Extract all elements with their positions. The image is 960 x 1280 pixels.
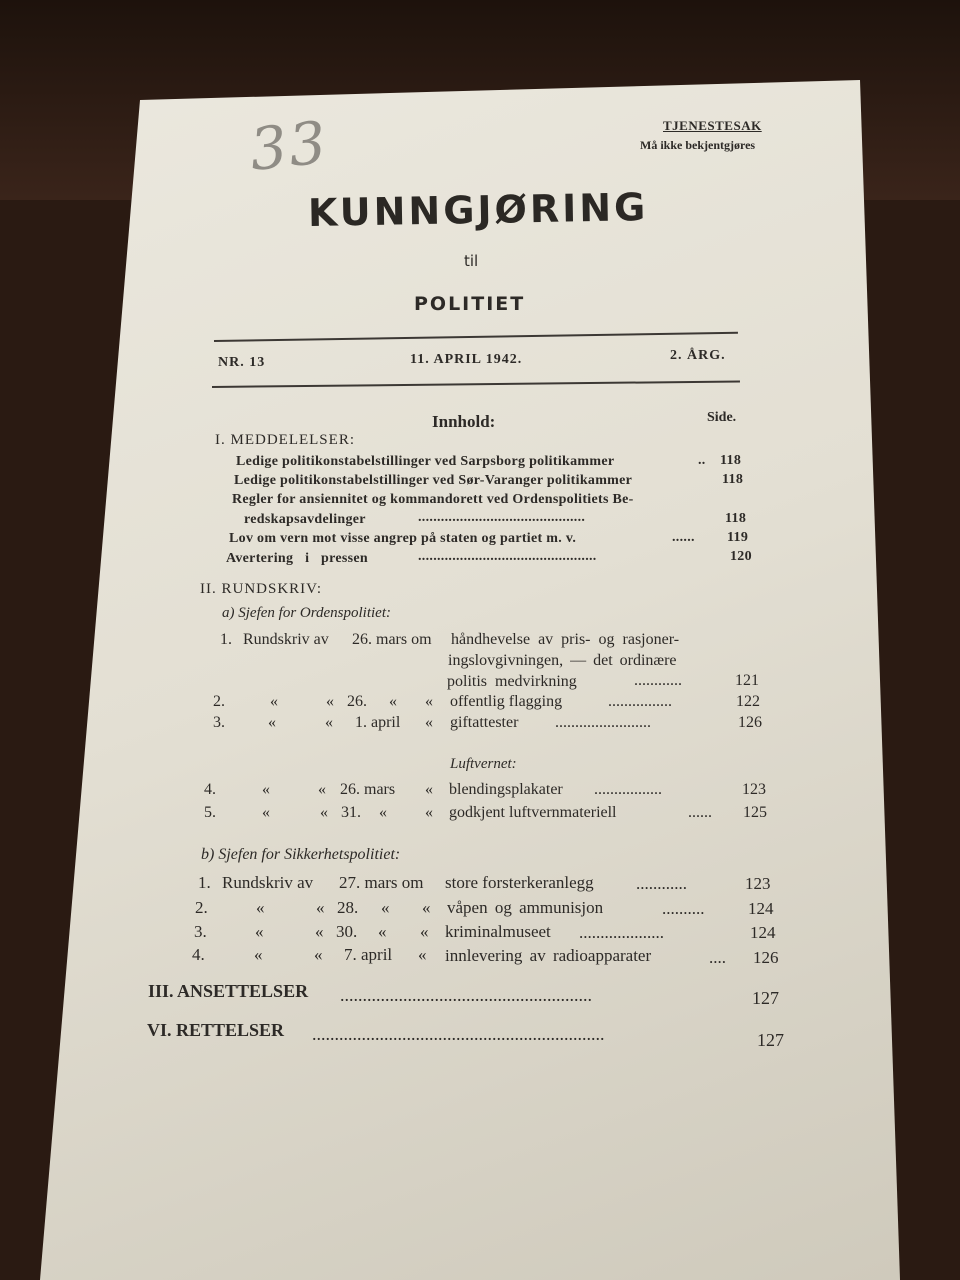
toc-entry-page: 126 [753,948,779,967]
circular-date: 30. [336,922,358,941]
header-rule-top [214,332,738,342]
ditto-mark: « [318,781,326,798]
toc-entry-dots: ...... [672,530,695,545]
circular-number: 3. [213,714,225,731]
document-title: KUNNGJØRING [307,185,649,235]
toc-entry-page: 118 [725,511,747,526]
page-column-label: Side. [707,410,737,425]
title-connector: til [464,252,479,270]
toc-entry-text: Regler for ansiennitet og kommandorett ved Ordenspolitiets Be- [232,492,634,507]
toc-entry-page: 118 [722,472,744,487]
toc-heading: Innhold: [432,412,496,431]
toc-entry-dots: ................ [608,693,672,710]
toc-entry-dots: ............ [636,874,687,893]
issue-year: 2. ÅRG. [670,348,726,363]
toc-entry-dots: .................... [579,923,664,942]
circular-subject: offentlig flagging [450,693,563,710]
ditto-mark: « [256,898,265,917]
ditto-mark: « [314,945,323,964]
ditto-mark: « [254,945,263,964]
circular-subject: godkjent luftvernmateriell [449,804,617,821]
circular-date: 1. april [355,714,401,731]
circular-number: 5. [204,804,216,821]
circular-number: 1. [220,631,232,648]
toc-entry-page: 127 [752,988,779,1008]
ditto-mark: « [315,922,324,941]
ditto-mark: « [325,714,333,731]
circular-subject: giftattester [450,714,519,731]
circular-number: 1. [198,873,211,892]
circular-number: 2. [213,693,225,710]
toc-entry-page: 118 [720,453,742,468]
circular-date: 31. [341,804,361,821]
circular-date: 28. [337,898,359,917]
toc-entry-dots: ...... [688,804,712,821]
toc-entry-dots: .. [698,453,706,468]
section-rettelser: VI. RETTELSER [147,1020,285,1040]
issue-date: 11. APRIL 1942. [410,352,523,367]
circular-date: 26. mars om [352,631,432,648]
ditto-mark: « [418,945,427,964]
circular-date: 7. april [344,945,393,964]
ditto-mark: « [425,781,433,798]
circular-number: 4. [192,945,205,964]
toc-entry-text: Avertering i pressen [226,551,369,566]
ditto-mark: « [381,898,390,917]
toc-entry-dots: ............................................... [418,549,597,564]
toc-entry-dots: ........................................................ [340,985,592,1005]
toc-entry-page: 124 [750,923,776,942]
toc-entry-dots: ........................ [555,714,651,731]
toc-entry-dots: ................. [594,781,662,798]
toc-entry-page: 119 [727,530,749,545]
circular-kind: Rundskriv av [243,631,329,648]
subsection-sikkerhetspolitiet: b) Sjefen for Sikkerhetspolitiet: [201,846,401,863]
circular-date: 26. [347,693,367,710]
toc-entry-page: 125 [743,804,767,821]
circular-subject: kriminalmuseet [445,922,551,941]
circular-date: 26. mars [340,781,396,798]
ditto-mark: « [425,693,433,710]
ditto-mark: « [268,714,276,731]
circular-number: 2. [195,898,208,917]
toc-entry-dots: ................................................................. [312,1024,605,1044]
subsection-ordenspolitiet: a) Sjefen for Ordenspolitiet: [222,605,391,621]
ditto-mark: « [255,922,264,941]
circular-kind: Rundskriv av [222,873,314,892]
classification-title: TJENESTESAK [663,118,762,133]
ditto-mark: « [320,804,328,821]
ditto-mark: « [389,693,397,710]
subsection-luftvernet: Luftvernet: [450,756,517,772]
toc-entry-page: 124 [748,899,774,918]
section-rundskriv: II. RUNDSKRIV: [200,581,323,597]
circular-number: 3. [194,922,207,941]
ditto-mark: « [378,922,387,941]
circular-subject: håndhevelse av pris- og rasjoner- [451,631,680,648]
toc-entry-text: Lov om vern mot visse angrep på staten og partiet m. v. [229,531,577,546]
ditto-mark: « [425,714,433,731]
toc-entry-text-cont: redskapsavdelinger [244,512,366,527]
ditto-mark: « [422,898,431,917]
section-ansettelser: III. ANSETTELSER [148,981,309,1001]
circular-number: 4. [204,781,216,798]
ditto-mark: « [425,804,433,821]
ditto-mark: « [316,898,325,917]
toc-entry-page: 123 [742,781,766,798]
section-meddelelser: I. MEDDELELSER: [215,432,355,448]
toc-entry-dots: .......... [662,899,705,918]
circular-subject: blendingsplakater [449,781,563,798]
ditto-mark: « [262,804,270,821]
toc-entry-page: 121 [735,672,759,689]
header-rule-bottom [212,380,740,388]
ditto-mark: « [262,781,270,798]
toc-entry-page: 126 [738,714,762,731]
toc-entry-text: Ledige politikonstabelstillinger ved Sarpsborg politikammer [236,454,615,469]
classification-note: Må ikke bekjentgjøres [640,138,756,152]
toc-entry-dots: ............ [634,672,682,689]
circular-subject: store forsterkeranlegg [445,873,594,892]
toc-entry-page: 122 [736,693,760,710]
toc-entry-page: 123 [745,874,771,893]
toc-entry-page: 120 [730,549,752,564]
issue-number: NR. 13 [218,355,266,370]
toc-entry-dots: ............................................ [418,510,586,525]
handwritten-number: 33 [246,108,332,184]
toc-entry-dots: .... [709,948,726,967]
toc-entry-text: Ledige politikonstabelstillinger ved Sør-Varanger politikammer [234,473,633,488]
ditto-mark: « [420,922,429,941]
toc-entry-page: 127 [757,1030,784,1050]
circular-subject: innlevering av radioapparater [445,946,652,965]
circular-subject-cont: politis medvirkning [447,673,577,690]
circular-date: 27. mars om [339,873,424,892]
ditto-mark: « [326,693,334,710]
circular-subject: våpen og ammunisjon [447,898,604,917]
ditto-mark: « [270,693,278,710]
circular-subject-cont: ingslovgivningen, — det ordinære [448,652,677,669]
ditto-mark: « [379,804,387,821]
document-subtitle: POLITIET [414,293,526,315]
